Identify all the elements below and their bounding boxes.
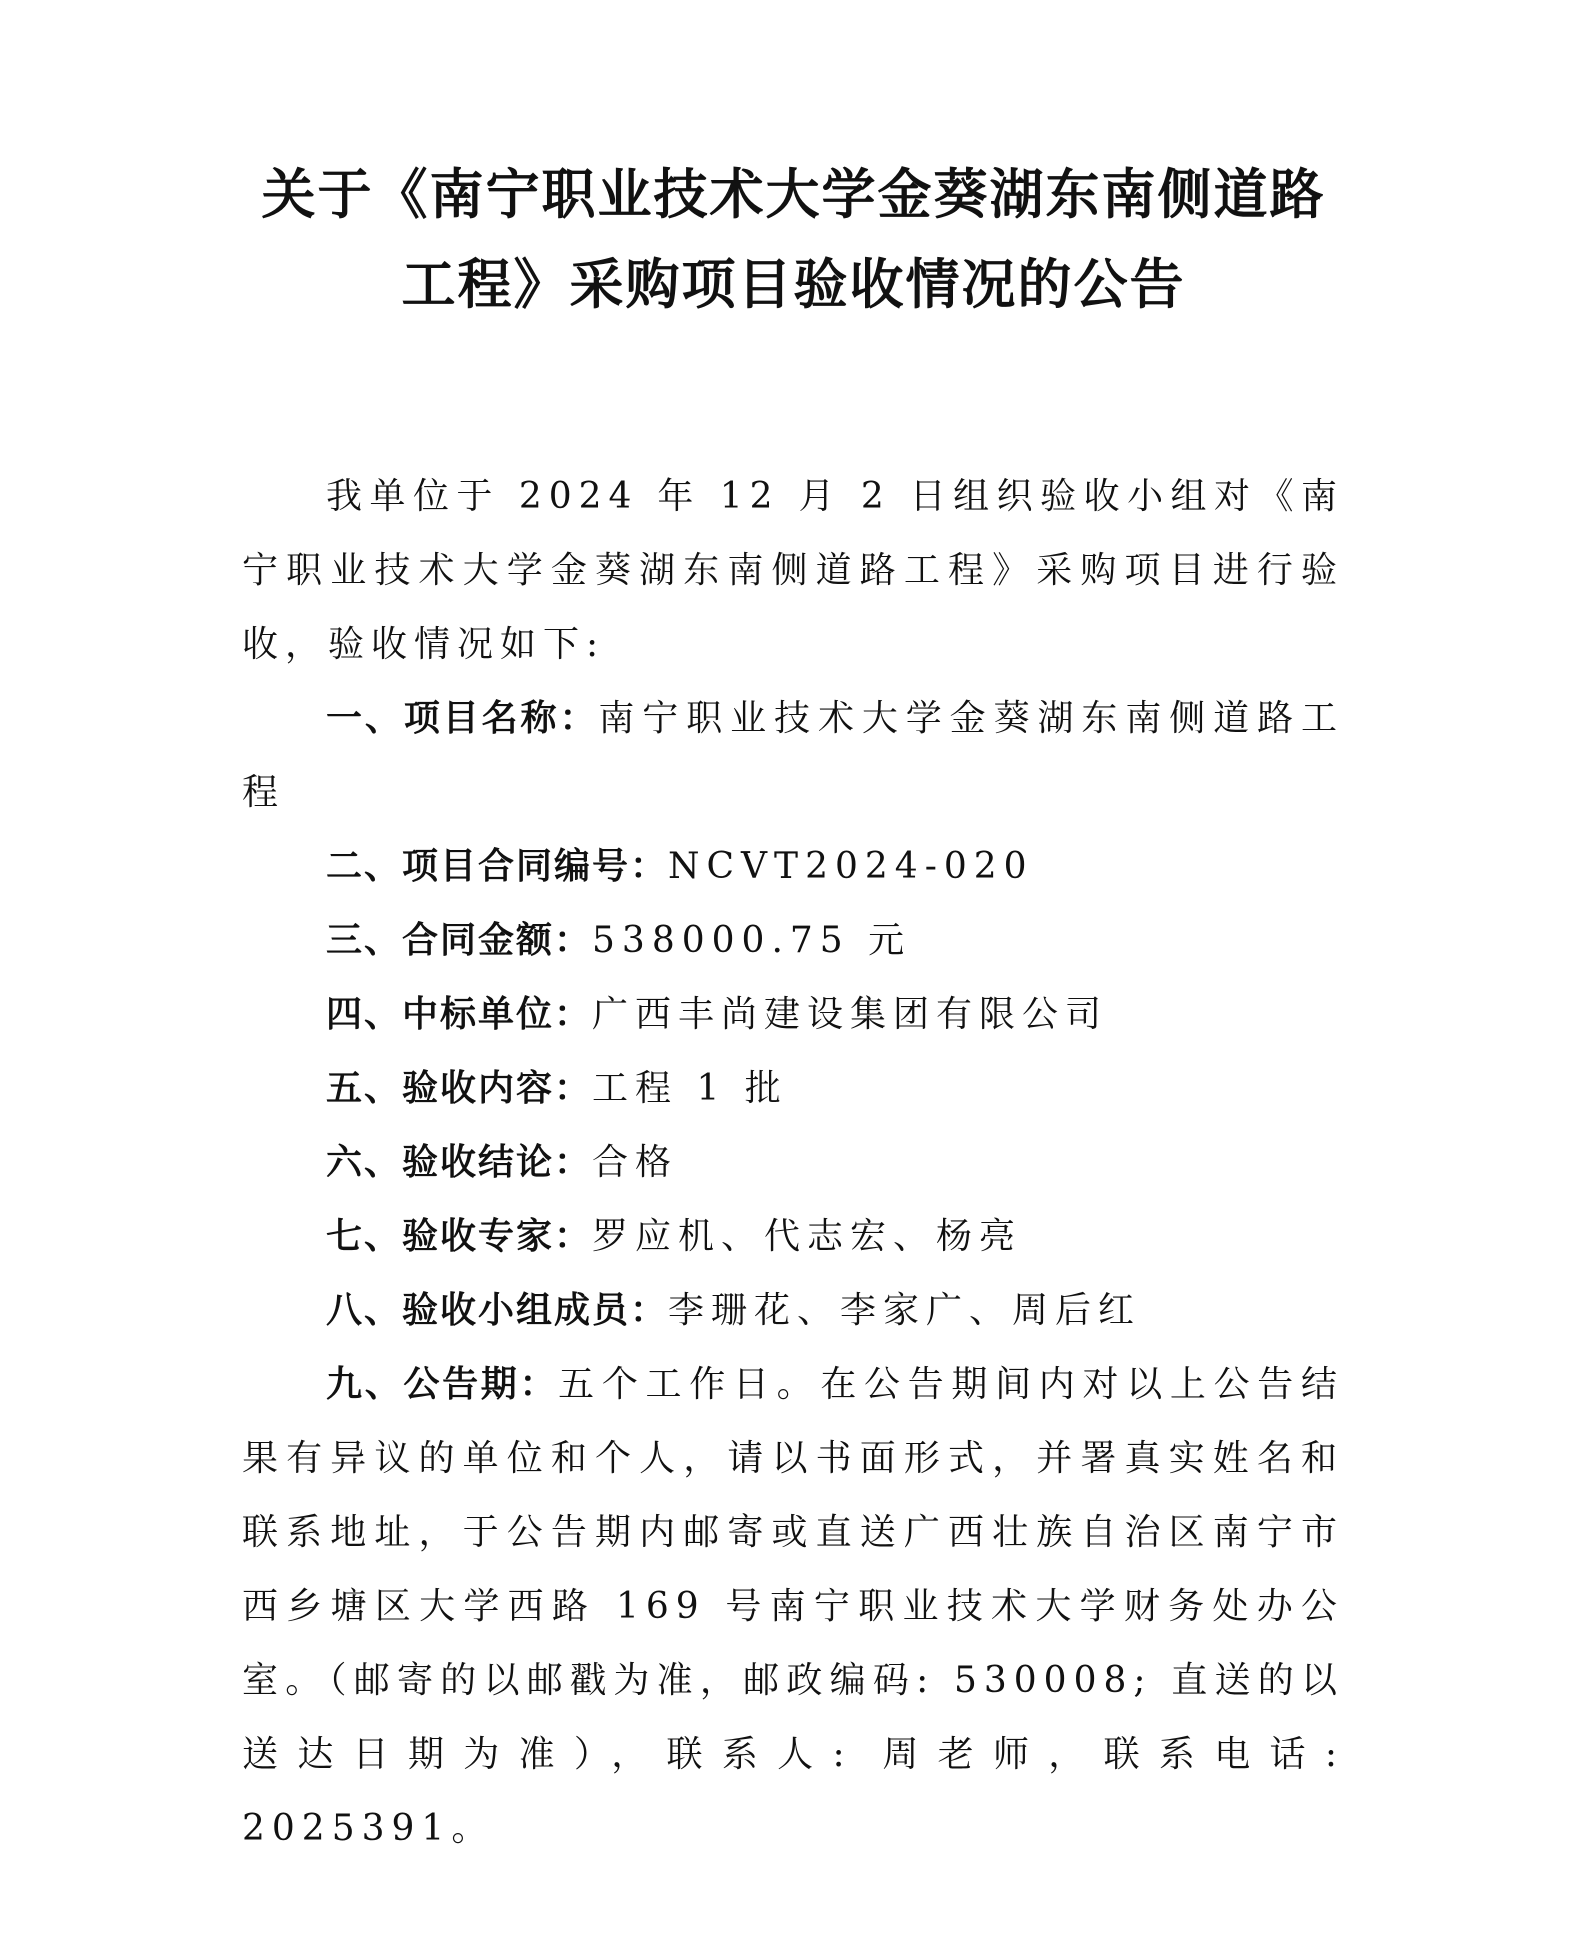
item-project-name — [242, 682, 1344, 830]
item-contract-number — [242, 830, 1344, 904]
item-acceptance-conclusion — [242, 1126, 1344, 1200]
item-value: 五个工作日。在公告期间内对以上公告结果有异议的单位和个人，请以书面形式，并署真实姓名和联系地址，于公告期内邮寄或直送广西壮族自治区南宁市西乡塘区大学西路 169 号南宁职业技术大学财务处办公室。（邮寄的以邮戳为准，邮政编码: 530008; 直送的以送达日期为准），联系人: 周老师，联系电话: 2025391。 — [242, 1364, 1344, 1849]
item-label: 三、合同金额： — [326, 920, 593, 961]
item-value: 南宁职业技术大学金葵湖东南侧道路工程 — [242, 698, 1344, 813]
item-announcement-period — [242, 1348, 1344, 1866]
title-line-1: 关于《南宁职业技术大学金葵湖东南侧道路 — [261, 163, 1326, 226]
item-label: 七、验收专家： — [326, 1216, 593, 1257]
item-value: 工程 1 批 — [592, 1068, 788, 1109]
item-label: 二、项目合同编号： — [326, 846, 669, 887]
item-value: 罗应机、代志宏、杨亮 — [592, 1216, 1023, 1257]
item-value: 广西丰尚建设集团有限公司 — [592, 994, 1109, 1035]
document-body — [242, 460, 1344, 1866]
item-winning-bidder — [242, 978, 1344, 1052]
item-acceptance-experts — [242, 1200, 1344, 1274]
item-acceptance-content — [242, 1052, 1344, 1126]
item-value: NCVT2024-020 — [668, 846, 1034, 887]
document-title — [200, 150, 1387, 330]
item-label: 四、中标单位： — [326, 994, 593, 1035]
title-line-2: 工程》采购项目验收情况的公告 — [401, 253, 1186, 316]
item-label: 九、公告期： — [326, 1364, 559, 1405]
item-label: 六、验收结论： — [326, 1142, 593, 1183]
item-contract-amount — [242, 904, 1344, 978]
item-label: 一、项目名称： — [326, 698, 599, 739]
item-value: 合格 — [592, 1142, 679, 1183]
item-label: 八、验收小组成员： — [326, 1290, 669, 1331]
intro-paragraph: 我单位于 2024 年 12 月 2 日组织验收小组对《南宁职业技术大学金葵湖东南侧道路工程》采购项目进行验收，验收情况如下: — [242, 476, 1344, 665]
item-label: 五、验收内容： — [326, 1068, 593, 1109]
item-team-members — [242, 1274, 1344, 1348]
item-value: 李珊花、李家广、周后红 — [668, 1290, 1142, 1331]
item-value: 538000.75 元 — [592, 920, 912, 961]
